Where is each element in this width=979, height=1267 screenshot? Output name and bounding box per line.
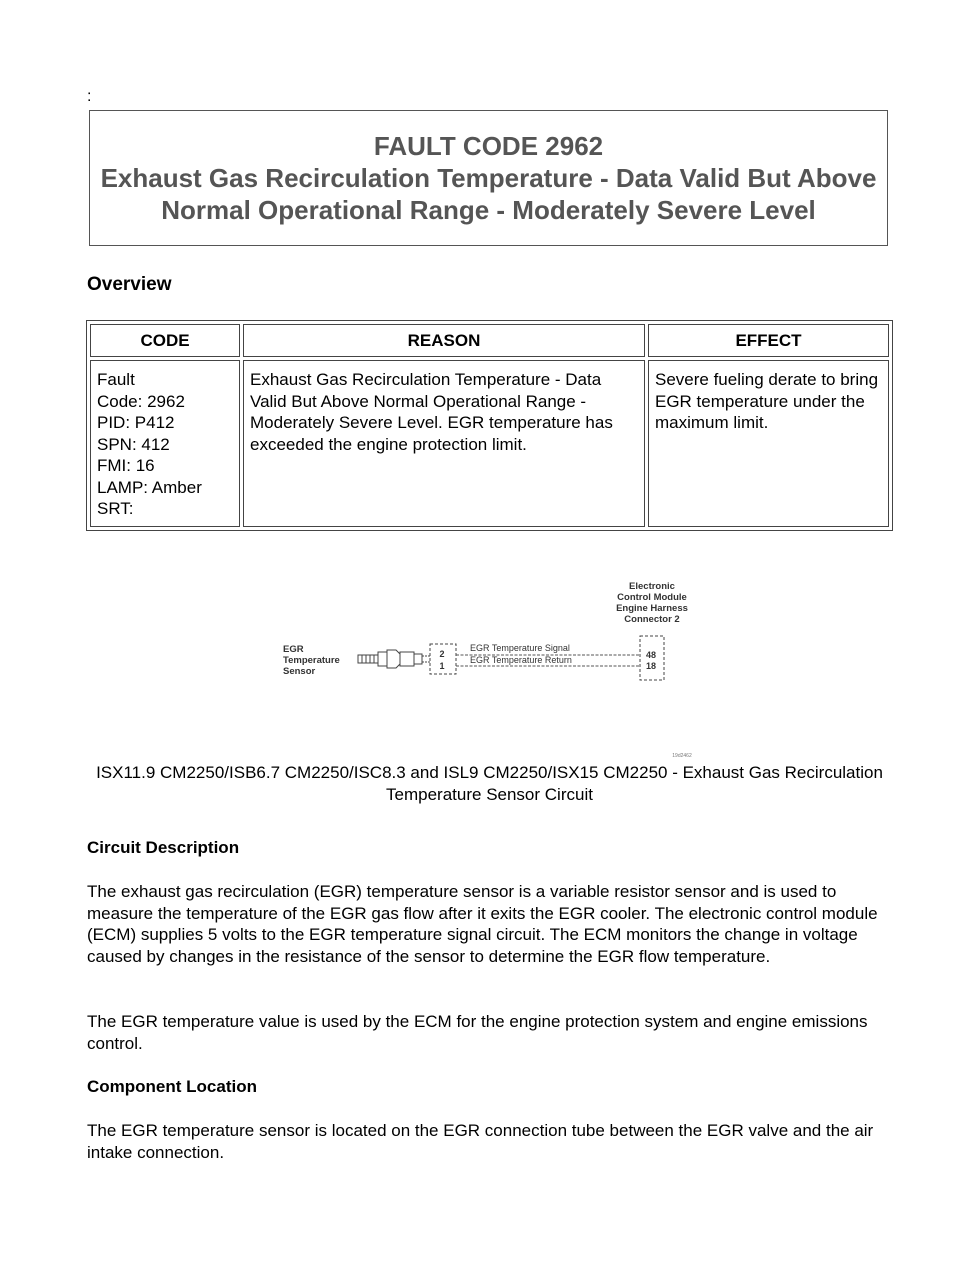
reason-cell: Exhaust Gas Recirculation Temperature - Data Valid But Above Normal Operational Range - Moderately Severe Level. EGR temperature has exceeded the engine protection limit.	[243, 360, 645, 527]
circuit-description-paragraph-1: The exhaust gas recirculation (EGR) temperature sensor is a variable resistor sensor and is used to measure the temperature of the EGR gas flow after it exits the EGR cooler. The electronic control module (ECM) supplies 5 volts to the EGR temperature signal circuit. The ECM monitors the change in voltage caused by changes in the resistance of the sensor to determine the EGR flow temperature.	[87, 882, 878, 966]
diagram-image-id: 19d2462	[672, 753, 692, 759]
reason-column-header: REASON	[243, 324, 645, 357]
fault-title-box	[89, 110, 888, 246]
signal-wire-label: EGR Temperature Signal	[470, 643, 570, 653]
sensor-label-line-1: EGR	[283, 644, 304, 655]
code-line: SRT:	[97, 499, 134, 518]
code-line: Code: 2962	[97, 391, 185, 411]
ecm-label-line-3: Engine Harness	[616, 603, 688, 614]
circuit-description-heading: Circuit Description	[87, 838, 240, 857]
ecm-label-line-1: Electronic	[629, 581, 675, 592]
sensor-pin-2: 2	[439, 649, 445, 659]
diagram-caption: ISX11.9 CM2250/ISB6.7 CM2250/ISC8.3 and ISL9 CM2250/ISX15 CM2250 - Exhaust Gas Recirculation Temperature Sensor Circuit	[96, 763, 883, 804]
fault-description-title: Exhaust Gas Recirculation Temperature - Data Valid But Above Normal Operational Range - Moderately Severe Level	[100, 162, 877, 225]
egr-sensor-icon	[358, 650, 430, 668]
code-line: SPN: 412	[97, 434, 170, 454]
return-wire-label: EGR Temperature Return	[470, 655, 572, 665]
effect-cell: Severe fueling derate to bring EGR temperature under the maximum limit.	[648, 360, 889, 527]
code-line: FMI: 16	[97, 456, 155, 475]
fault-code-title: FAULT CODE 2962	[373, 130, 604, 161]
sensor-label-line-3: Sensor	[283, 666, 316, 677]
egr-sensor-circuit-diagram	[276, 572, 706, 762]
effect-column-header: EFFECT	[648, 324, 889, 357]
code-line: PID: P412	[97, 413, 175, 432]
ecm-label-line-2: Control Module	[617, 592, 687, 603]
fault-overview-table	[86, 320, 893, 531]
ecm-pin-18: 18	[645, 661, 657, 671]
table-row	[90, 360, 889, 527]
component-location-heading: Component Location	[87, 1077, 257, 1096]
component-location-paragraph: The EGR temperature sensor is located on the EGR connection tube between the EGR valve and the air intake connection.	[87, 1121, 874, 1162]
table-header-row	[90, 324, 889, 357]
overview-heading: Overview	[87, 274, 172, 295]
ecm-label-line-4: Connector 2	[624, 614, 680, 625]
code-line: LAMP: Amber	[97, 477, 202, 497]
circuit-description-paragraph-2: The EGR temperature value is used by the ECM for the engine protection system and engine emissions control.	[87, 1012, 868, 1053]
ecm-pin-48: 48	[645, 650, 657, 660]
code-column-header: CODE	[90, 324, 240, 357]
code-cell	[90, 360, 240, 527]
code-lines	[97, 369, 233, 520]
sensor-label-line-2: Temperature	[283, 655, 340, 666]
sensor-pin-1: 1	[439, 661, 445, 671]
code-line: Fault	[97, 370, 135, 389]
leading-colon: :	[87, 88, 92, 105]
